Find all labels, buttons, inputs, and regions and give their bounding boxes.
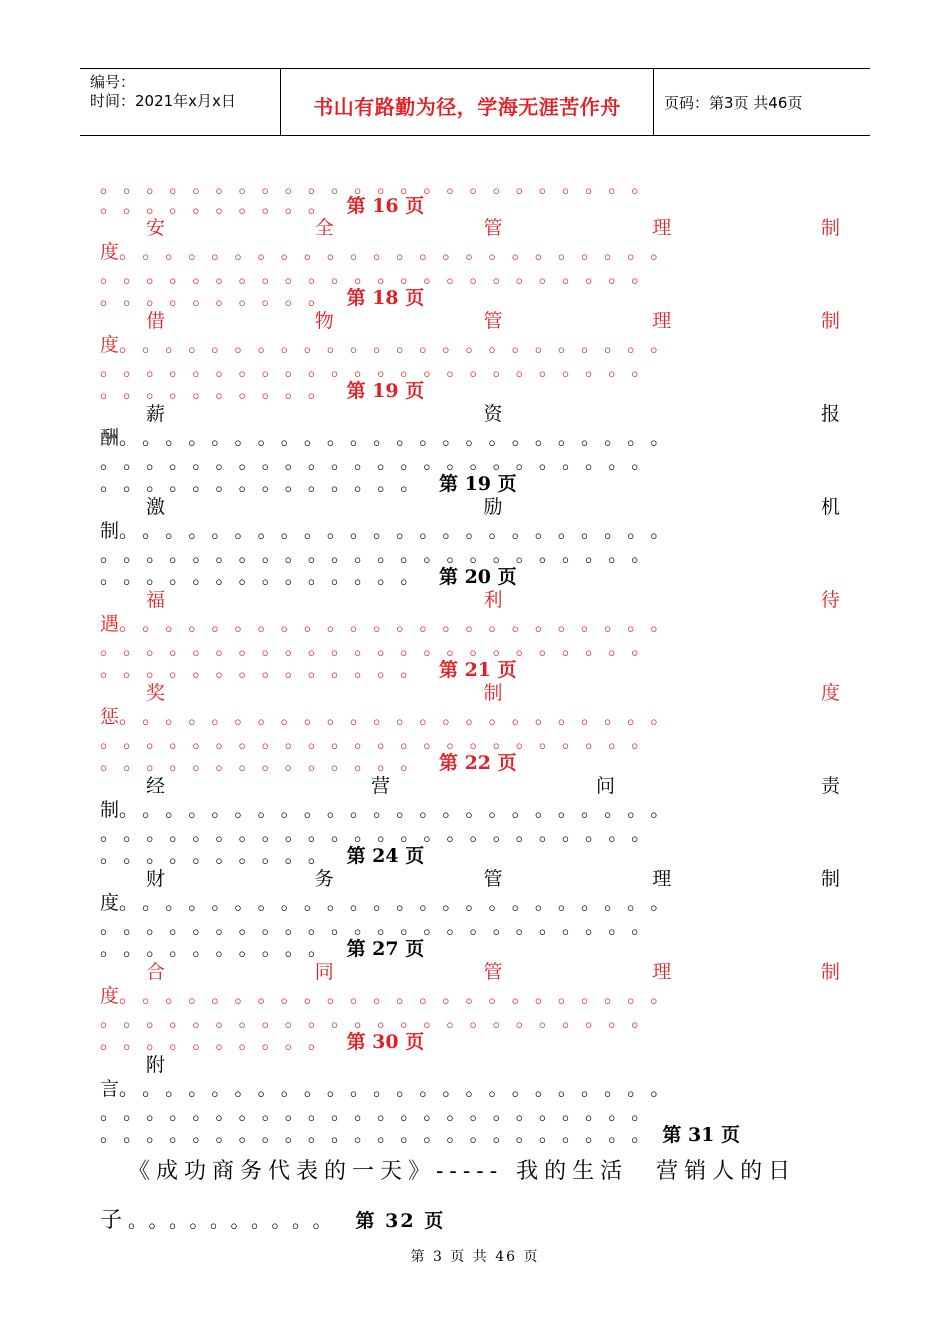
toc-entry-title[interactable]: 激 励 机 xyxy=(146,496,840,518)
toc-dots-line: 。。。。。。。。。。。。。。。。。。。。。。。。 xyxy=(100,175,664,197)
toc-dots-line: 。。。。。。。。。。。。。。。。。。。。。。。。 xyxy=(100,544,664,566)
toc-page-line: 。。。。。。。。。。。。。。 第 19 页 xyxy=(100,473,517,495)
toc-page-line: 。。。。。。。。。。。。。。 第 20 页 xyxy=(100,566,517,588)
toc-page-number[interactable]: 第 20 页 xyxy=(438,566,517,588)
toc-page-line: 。。。。。。。。。。。。。。 第 21 页 xyxy=(100,659,517,681)
time-label: 时间：2021年x月x日 xyxy=(90,92,236,110)
toc-dots-line: 。。。。。。。。。。。。。。。。。。。。。。。。 xyxy=(100,916,664,938)
toc-dots-line: 。。。。。。。。。。。。。。。。。。。。。。。。 xyxy=(100,730,664,752)
toc-page-line: 。。。。。。。。。。 第 19 页 xyxy=(100,380,425,402)
toc-final-line: 子。。。。。。。。。。 第 32 页 xyxy=(100,1208,446,1233)
toc-page-number[interactable]: 第 31 页 xyxy=(662,1124,740,1146)
toc-dots-line: 。。。。。。。。。。。。。。。。。。。。。。。。 xyxy=(100,1009,664,1031)
motto-text: 书山有路勤为径，学海无涯苦作舟 xyxy=(313,95,621,119)
toc-dots-line: 酬。。。。。。。。。。。。。。。。。。。。。。。。 xyxy=(100,427,683,449)
toc-page-line: 。。。。。。。。。。 第 27 页 xyxy=(100,938,425,960)
toc-entry-title[interactable]: 薪 资 报 xyxy=(146,403,840,425)
toc-dots-line: 。。。。。。。。。。。。。。。。。。。。。。。。 xyxy=(100,358,664,380)
toc-page-number[interactable]: 第 18 页 xyxy=(346,287,425,309)
toc-dots-line: 度。。。。。。。。。。。。。。。。。。。。。。。。 xyxy=(100,334,683,356)
toc-page-number[interactable]: 第 27 页 xyxy=(346,938,425,960)
toc-dots-line: 制。。。。。。。。。。。。。。。。。。。。。。。。 xyxy=(100,520,683,542)
toc-entry-title[interactable]: 福 利 待 xyxy=(146,589,840,611)
toc-page-number[interactable]: 第 21 页 xyxy=(438,659,517,681)
toc-dots-line: 遇。。。。。。。。。。。。。。。。。。。。。。。。 xyxy=(100,613,683,635)
toc-page-line: 。。。。。。。。。。 第 24 页 xyxy=(100,845,425,867)
toc-page-line: 。。。。。。。。。。 第 16 页 xyxy=(100,195,425,217)
toc-dots-line: 。。。。。。。。。。。。。。。。。。。。。。。。 xyxy=(100,637,664,659)
toc-dots-line: 制。。。。。。。。。。。。。。。。。。。。。。。。 xyxy=(100,799,683,821)
toc-page-number[interactable]: 第 24 页 xyxy=(346,845,425,867)
toc-entry-title[interactable]: 合 同 管 理 制 xyxy=(146,961,840,983)
toc-entry-title[interactable]: 附 xyxy=(146,1054,166,1076)
toc-page-number[interactable]: 第 32 页 xyxy=(355,1210,446,1232)
toc-final-title[interactable]: 《成功商务代表的一天》----- 我的生活 营销人的日 xyxy=(128,1159,797,1184)
toc-page-number[interactable]: 第 16 页 xyxy=(346,195,425,217)
toc-entry-title[interactable]: 经 营 问 责 xyxy=(146,775,840,797)
toc-entry-title[interactable]: 财 务 管 理 制 xyxy=(146,868,840,890)
toc-dots-line: 。。。。。。。。。。。。。。。。。。。。。。。。 xyxy=(100,1102,664,1124)
toc-page-line: 。。。。。。。。。。。。。。 第 22 页 xyxy=(100,752,517,774)
toc-page-number[interactable]: 第 19 页 xyxy=(438,473,517,495)
page-info: 页码：第3页 共46页 xyxy=(664,94,803,112)
toc-dots-line: 惩。。。。。。。。。。。。。。。。。。。。。。。。 xyxy=(100,706,683,728)
toc-page-line: 。。。。。。。。。。 第 30 页 xyxy=(100,1031,425,1053)
page-footer: 第 3 页 共 46 页 xyxy=(410,1249,540,1265)
toc-page-number[interactable]: 第 30 页 xyxy=(346,1031,425,1053)
toc-entry-title[interactable]: 安 全 管 理 制 xyxy=(146,217,840,239)
toc-dots-line: 。。。。。。。。。。。。。。。。。。。。。。。。 xyxy=(100,823,664,845)
toc-page-number[interactable]: 第 22 页 xyxy=(438,752,517,774)
toc-dots-line: 言。。。。。。。。。。。。。。。。。。。。。。。。 xyxy=(100,1078,683,1100)
toc-dots-line: 度。。。。。。。。。。。。。。。。。。。。。。。。 xyxy=(100,892,683,914)
number-label: 编号： xyxy=(90,73,136,91)
toc-dots-line: 。。。。。。。。。。。。。。。。。。。。。。。。 xyxy=(100,265,664,287)
toc-dots-line: 度。。。。。。。。。。。。。。。。。。。。。。。。 xyxy=(100,241,683,263)
toc-dots-line: 。。。。。。。。。。。。。。。。。。。。。。。。 xyxy=(100,451,664,473)
toc-entry-title[interactable]: 借 物 管 理 制 xyxy=(146,310,840,332)
toc-page-line: 。。。。。。。。。。 第 18 页 xyxy=(100,287,425,309)
toc-dots-line: 度。。。。。。。。。。。。。。。。。。。。。。。。 xyxy=(100,985,683,1007)
toc-page-number-wrap xyxy=(560,1123,740,1147)
toc-page-number[interactable]: 第 19 页 xyxy=(346,380,425,402)
toc-page-line: 。。。。。。。。。。。。。。。。。。。。。。。。 xyxy=(100,1124,664,1146)
toc-entry-title[interactable]: 奖 制 度 xyxy=(146,682,840,704)
